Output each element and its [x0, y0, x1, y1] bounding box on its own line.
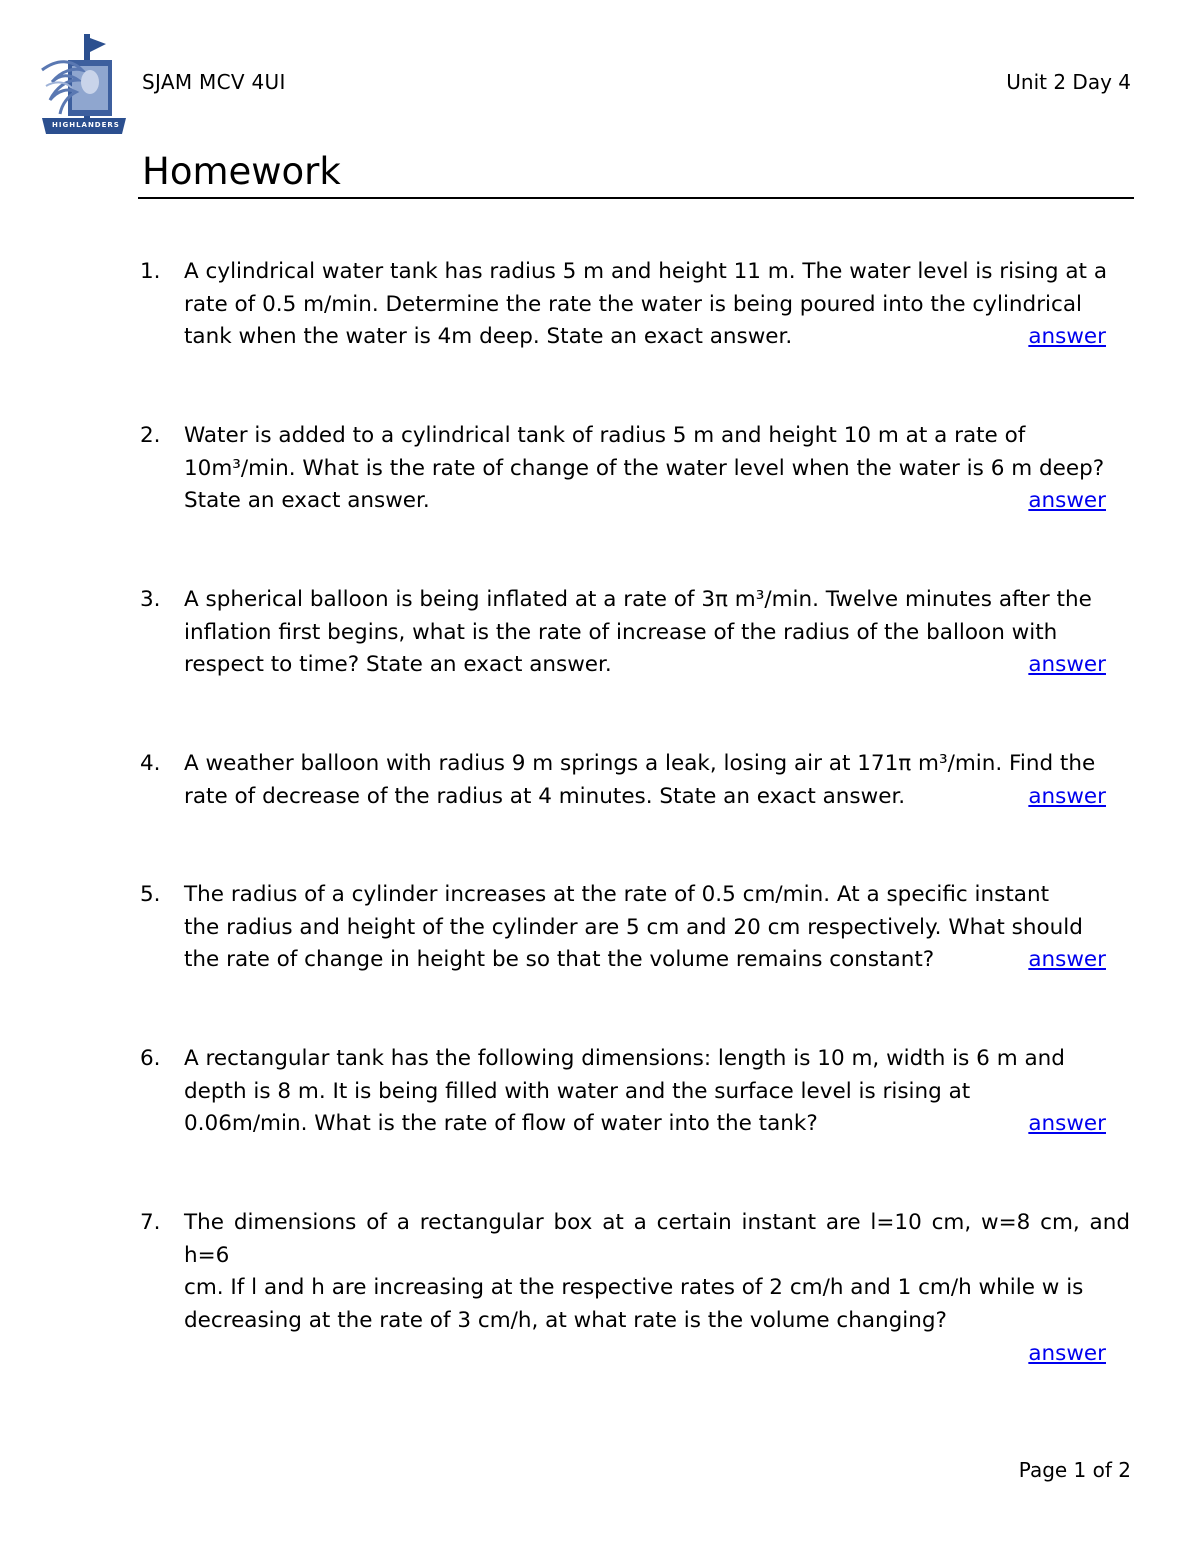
question-line: cm. If l and h are increasing at the respective rates of 2 cm/h and 1 cm/h while w is	[184, 1275, 1084, 1301]
question-line: State an exact answer.	[184, 488, 430, 514]
question-number: 2.	[140, 423, 161, 448]
logo-text: HIGHLANDERS	[52, 121, 120, 129]
page-number: Page 1 of 2	[1018, 1458, 1131, 1482]
question-3	[140, 584, 1130, 682]
question-line: rate of decrease of the radius at 4 minutes. State an exact answer.	[184, 783, 906, 809]
course-code: SJAM MCV 4UI	[142, 70, 286, 94]
question-line: the radius and height of the cylinder are 5 cm and 20 cm respectively. What should	[184, 914, 1083, 940]
answer-link-6[interactable]: answer	[1028, 1111, 1106, 1137]
question-line: A weather balloon with radius 9 m springs a leak, losing air at 171π m³/min. Find the	[184, 751, 1096, 776]
question-line: A rectangular tank has the following dimensions: length is 10 m, width is 6 m and	[184, 1046, 1065, 1071]
question-6	[140, 1043, 1130, 1141]
question-number: 4.	[140, 751, 161, 776]
answer-link-3[interactable]: answer	[1028, 652, 1106, 678]
question-line: 0.06m/min. What is the rate of flow of water into the tank?	[184, 1111, 818, 1137]
title-divider	[138, 197, 1134, 199]
question-line: The dimensions of a rectangular box at a certain instant are l=10 cm, w=8 cm, and h=6	[184, 1210, 1130, 1268]
answer-link-7[interactable]: answer	[1028, 1340, 1106, 1366]
question-7	[140, 1207, 1130, 1371]
question-2	[140, 420, 1130, 518]
question-1	[140, 256, 1130, 354]
question-number: 7.	[140, 1210, 161, 1235]
question-line: respect to time? State an exact answer.	[184, 652, 612, 678]
answer-link-5[interactable]: answer	[1028, 947, 1106, 973]
question-line: rate of 0.5 m/min. Determine the rate the water is being poured into the cylindrical	[184, 291, 1082, 317]
question-number: 5.	[140, 882, 161, 907]
question-line: depth is 8 m. It is being filled with water and the surface level is rising at	[184, 1078, 971, 1104]
question-line: The radius of a cylinder increases at the rate of 0.5 cm/min. At a specific instant	[184, 882, 1050, 907]
question-5	[140, 879, 1130, 977]
question-number: 6.	[140, 1046, 161, 1071]
question-line: A cylindrical water tank has radius 5 m and height 11 m. The water level is rising at a	[184, 259, 1107, 284]
question-number: 3.	[140, 587, 161, 612]
answer-link-2[interactable]: answer	[1028, 488, 1106, 514]
question-number: 1.	[140, 259, 161, 284]
school-logo	[38, 30, 130, 138]
question-line: the rate of change in height be so that the volume remains constant?	[184, 947, 935, 973]
question-line: 10m³/min. What is the rate of change of the water level when the water is 6 m deep?	[184, 455, 1105, 481]
page-title: Homework	[142, 150, 341, 193]
question-4	[140, 748, 1130, 813]
question-line: inflation first begins, what is the rate of increase of the radius of the balloon with	[184, 619, 1058, 645]
question-line: A spherical balloon is being inflated at a rate of 3π m³/min. Twelve minutes after the	[184, 587, 1092, 612]
unit-day: Unit 2 Day 4	[1006, 70, 1131, 94]
answer-link-4[interactable]: answer	[1028, 783, 1106, 809]
question-line: Water is added to a cylindrical tank of radius 5 m and height 10 m at a rate of	[184, 423, 1026, 448]
answer-link-1[interactable]: answer	[1028, 324, 1106, 350]
question-line: tank when the water is 4m deep. State an exact answer.	[184, 324, 793, 350]
question-line: decreasing at the rate of 3 cm/h, at what rate is the volume changing?	[184, 1308, 947, 1334]
